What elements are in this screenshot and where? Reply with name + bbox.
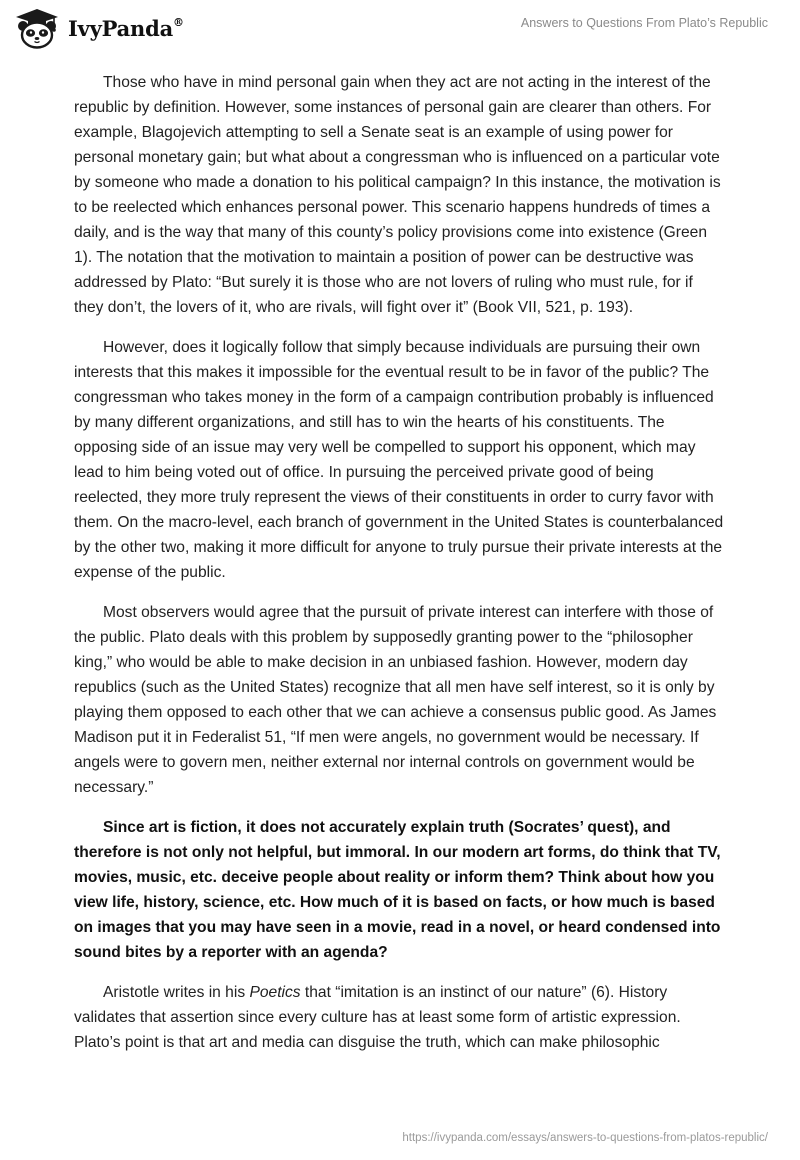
paragraph: Those who have in mind personal gain when they act are not acting in the interest of the republic by definition. However, some instances of personal gain are clearer than others. For example, Blagojevich attempting to sell a Senate seat is an example of using power for personal monetary gain; but what about a congressman who is influenced on a particular vote by someone who made a donation to his political campaign? In this instance, the motivation is to be reelected which enhances personal power. This scenario happens hundreds of times a daily, and is the way that many of this county’s policy provisions come into existence (Green 1). The notation that the motivation to maintain a position of power can be destructive was addressed by Plato: “But surely it is those who are not lovers of ruling who must rule, for if they don’t, the lovers of it, who are rivals, will fight over it” (Book VII, 521, p. 193). bbox=[74, 74, 721, 316]
brand-name: IvyPanda® bbox=[68, 15, 184, 41]
page-header bbox=[0, 0, 800, 60]
document-title: Answers to Questions From Plato’s Republic bbox=[520, 16, 768, 30]
book-title: Poetics bbox=[249, 984, 301, 1001]
question-paragraph: Since art is fiction, it does not accurately explain truth (Socrates’ quest), and therefore is not only not helpful, but immoral. In our modern art forms, do think that TV, movies, music, etc. deceive people about reality or inform them? Think about how you view life, history, science, etc. How much of it is based on facts, or how much is based on images that you may have seen in a movie, read in a novel, or heard condensed into sound bites by a reporter with an agenda? bbox=[74, 819, 721, 961]
paragraph: Aristotle writes in his Poetics that “imitation is an instinct of our nature” (6). History validates that assertion since every culture has at least some form of artistic expression. Plato’s point is that art and media can disguise the truth, which can make philosophic bbox=[74, 984, 681, 1051]
panda-logo-icon bbox=[12, 7, 62, 49]
paragraph: However, does it logically follow that simply because individuals are pursuing their own interests that this makes it impossible for the eventual result to be in favor of the public? The congressman who takes money in the form of a campaign contribution probably is influenced by many different organizations, and still has to win the hearts of his constituents. The opposing side of an issue may very well be compelled to support his opponent, which may lead to him being voted out of office. In pursuing the perceived private good of being reelected, they more truly represent the views of their constituents in order to curry favor with them. On the macro-level, each branch of government in the United States is counterbalanced by the other two, making it more difficult for anyone to truly pursue their private interests at the expense of the public. bbox=[74, 339, 724, 581]
logo-link[interactable] bbox=[12, 7, 184, 49]
source-url[interactable]: https://ivypanda.com/essays/answers-to-questions-from-platos-republic/ bbox=[402, 1132, 768, 1144]
paragraph: Most observers would agree that the pursuit of private interest can interfere with those of the public. Plato deals with this problem by supposedly granting power to the “philosopher king,” who would be able to make decision in an unbiased fashion. However, modern day republics (such as the United States) recognize that all men have self interest, so it is only by playing them opposed to each other that we can achieve a consensus public good. As James Madison put it in Federalist 51, “If men were angels, no government would be necessary. If angels were to govern men, neither external nor internal controls on government would be necessary.” bbox=[74, 604, 717, 796]
essay-content bbox=[74, 70, 726, 1070]
